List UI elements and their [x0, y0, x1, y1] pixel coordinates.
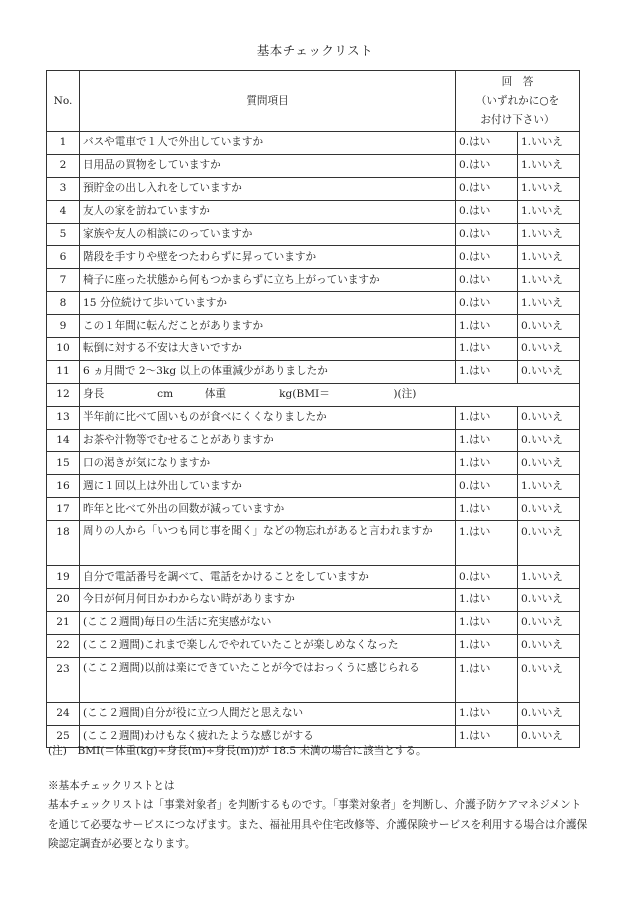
- answer-yes-option[interactable]: 0.はい: [456, 177, 518, 200]
- table-row: [47, 269, 580, 292]
- row-number: 8: [47, 292, 80, 315]
- table-row: [47, 200, 580, 223]
- row-number: 3: [47, 177, 80, 200]
- question-text: 友人の家を訪ねていますか: [80, 200, 456, 223]
- answer-no-option[interactable]: 0.いいえ: [518, 315, 580, 338]
- table-row: [47, 154, 580, 177]
- table-row: [47, 338, 580, 361]
- row-number: 16: [47, 475, 80, 498]
- row-number: 11: [47, 360, 80, 383]
- row-number: 25: [47, 725, 80, 748]
- table-row: [47, 406, 580, 429]
- answer-yes-option[interactable]: 0.はい: [456, 246, 518, 269]
- row-number: 5: [47, 223, 80, 246]
- table-row: [47, 315, 580, 338]
- answer-no-option[interactable]: 1.いいえ: [518, 269, 580, 292]
- row-number: 10: [47, 338, 80, 361]
- row-number: 18: [47, 521, 80, 566]
- answer-yes-option[interactable]: 1.はい: [456, 360, 518, 383]
- answer-yes-option[interactable]: 1.はい: [456, 406, 518, 429]
- table-row: [47, 132, 580, 155]
- question-text: 15 分位続けて歩いていますか: [80, 292, 456, 315]
- question-text: 日用品の買物をしていますか: [80, 154, 456, 177]
- table-row: [47, 702, 580, 725]
- answer-no-option[interactable]: 0.いいえ: [518, 452, 580, 475]
- row-number: 23: [47, 657, 80, 702]
- table-row: [47, 566, 580, 589]
- answer-no-option[interactable]: 1.いいえ: [518, 154, 580, 177]
- row-number: 13: [47, 406, 80, 429]
- table-row: [47, 177, 580, 200]
- answer-no-option[interactable]: 0.いいえ: [518, 406, 580, 429]
- row-number: 9: [47, 315, 80, 338]
- answer-yes-option[interactable]: 0.はい: [456, 223, 518, 246]
- question-text: 昨年と比べて外出の回数が減っていますか: [80, 498, 456, 521]
- row-number: 14: [47, 429, 80, 452]
- row-number: 15: [47, 452, 80, 475]
- table-row: [47, 634, 580, 657]
- bmi-note: (注) BMI(＝体重(kg)÷身長(m)÷身長(m))が 18.5 未満の場合に該当とする。: [48, 745, 427, 757]
- answer-yes-option[interactable]: 1.はい: [456, 521, 518, 566]
- answer-no-option[interactable]: 0.いいえ: [518, 338, 580, 361]
- answer-yes-option[interactable]: 0.はい: [456, 200, 518, 223]
- answer-no-option[interactable]: 0.いいえ: [518, 498, 580, 521]
- row-number: 4: [47, 200, 80, 223]
- answer-no-option[interactable]: 0.いいえ: [518, 702, 580, 725]
- page-title: 基本チェックリスト: [256, 43, 374, 58]
- answer-no-option[interactable]: 0.いいえ: [518, 589, 580, 612]
- question-text: 自分で電話番号を調べて、電話をかけることをしていますか: [80, 566, 456, 589]
- table-row: [47, 429, 580, 452]
- question-text: 預貯金の出し入れをしていますか: [80, 177, 456, 200]
- header-answer-instruction: （いずれかに○を: [475, 94, 560, 107]
- answer-yes-option[interactable]: 0.はい: [456, 154, 518, 177]
- answer-yes-option[interactable]: 1.はい: [456, 338, 518, 361]
- answer-yes-option[interactable]: 1.はい: [456, 498, 518, 521]
- question-text: 家族や友人の相談にのっていますか: [80, 223, 456, 246]
- table-row: [47, 475, 580, 498]
- answer-no-option[interactable]: 0.いいえ: [518, 429, 580, 452]
- header-question: 質問項目: [80, 71, 456, 132]
- table-row: [47, 223, 580, 246]
- header-answer-instruction-2: お付け下さい）: [480, 113, 555, 126]
- answer-yes-option[interactable]: 1.はい: [456, 634, 518, 657]
- question-text: 半年前に比べて固いものが食べにくくなりましたか: [80, 406, 456, 429]
- table-row: [47, 452, 580, 475]
- answer-no-option[interactable]: 1.いいえ: [518, 200, 580, 223]
- answer-yes-option[interactable]: 1.はい: [456, 702, 518, 725]
- table-row: [47, 246, 580, 269]
- row-number: 21: [47, 611, 80, 634]
- row-number: 24: [47, 702, 80, 725]
- answer-yes-option[interactable]: 1.はい: [456, 611, 518, 634]
- answer-no-option[interactable]: 1.いいえ: [518, 475, 580, 498]
- answer-no-option[interactable]: 1.いいえ: [518, 292, 580, 315]
- question-text: お茶や汁物等でむせることがありますか: [80, 429, 456, 452]
- question-text: 今日が何月何日かわからない時がありますか: [80, 589, 456, 612]
- question-text: 週に１回以上は外出していますか: [80, 475, 456, 498]
- answer-yes-option[interactable]: 0.はい: [456, 292, 518, 315]
- question-text: バスや電車で１人で外出していますか: [80, 132, 456, 155]
- checklist-table: [46, 70, 580, 748]
- header-no: No.: [47, 71, 80, 132]
- answer-yes-option[interactable]: 1.はい: [456, 452, 518, 475]
- row-number: 20: [47, 589, 80, 612]
- answer-yes-option[interactable]: 1.はい: [456, 315, 518, 338]
- header-answer: [456, 71, 580, 132]
- question-text: 口の渇きが気になりますか: [80, 452, 456, 475]
- answer-no-option[interactable]: 0.いいえ: [518, 725, 580, 748]
- table-row: [47, 611, 580, 634]
- answer-no-option[interactable]: 0.いいえ: [518, 360, 580, 383]
- answer-yes-option[interactable]: 0.はい: [456, 566, 518, 589]
- question-text: 階段を手すりや壁をつたわらずに昇っていますか: [80, 246, 456, 269]
- row-number: 19: [47, 566, 80, 589]
- checklist-body: [47, 132, 580, 748]
- row-number: 1: [47, 132, 80, 155]
- question-text: (ここ２週間)以前は楽にできていたことが今ではおっくうに感じられる: [80, 657, 456, 702]
- row-number: 12: [47, 383, 80, 406]
- table-row: [47, 657, 580, 702]
- answer-no-option[interactable]: 1.いいえ: [518, 246, 580, 269]
- answer-no-option[interactable]: 1.いいえ: [518, 177, 580, 200]
- question-text: 転倒に対する不安は大きいですか: [80, 338, 456, 361]
- question-text: (ここ２週間)わけもなく疲れたような感じがする: [80, 725, 456, 748]
- answer-yes-option[interactable]: 1.はい: [456, 657, 518, 702]
- table-row: [47, 589, 580, 612]
- row-number: 6: [47, 246, 80, 269]
- answer-no-option[interactable]: 1.いいえ: [518, 566, 580, 589]
- answer-yes-option[interactable]: 0.はい: [456, 132, 518, 155]
- table-row: [47, 383, 580, 406]
- answer-yes-option[interactable]: 0.はい: [456, 269, 518, 292]
- question-text: 6 ヵ月間で 2～3kg 以上の体重減少がありましたか: [80, 360, 456, 383]
- table-header-row: [47, 71, 580, 132]
- answer-yes-option[interactable]: 0.はい: [456, 475, 518, 498]
- question-text: (ここ２週間)自分が役に立つ人間だと思えない: [80, 702, 456, 725]
- answer-no-option[interactable]: 1.いいえ: [518, 223, 580, 246]
- row-number: 2: [47, 154, 80, 177]
- answer-yes-option[interactable]: 1.はい: [456, 589, 518, 612]
- answer-no-option[interactable]: 0.いいえ: [518, 611, 580, 634]
- row-number: 17: [47, 498, 80, 521]
- question-text: この１年間に転んだことがありますか: [80, 315, 456, 338]
- answer-no-option[interactable]: 1.いいえ: [518, 132, 580, 155]
- question-text: 椅子に座った状態から何もつかまらずに立ち上がっていますか: [80, 269, 456, 292]
- question-text: (ここ２週間)毎日の生活に充実感がない: [80, 611, 456, 634]
- answer-yes-option[interactable]: 1.はい: [456, 725, 518, 748]
- question-text: 周りの人から「いつも同じ事を聞く」などの物忘れがあると言われますか: [80, 521, 456, 566]
- table-row: [47, 498, 580, 521]
- about-heading: ※基本チェックリストとは: [48, 780, 175, 792]
- table-row: [47, 521, 580, 566]
- row-number: 22: [47, 634, 80, 657]
- answer-no-option[interactable]: 0.いいえ: [518, 521, 580, 566]
- answer-no-option[interactable]: 0.いいえ: [518, 634, 580, 657]
- question-text: 身長 cm 体重 kg(BMI＝ )(注): [80, 383, 580, 406]
- row-number: 7: [47, 269, 80, 292]
- table-row: [47, 292, 580, 315]
- about-body: 基本チェックリストは「事業対象者」を判断するものです。「事業対象者」を判断し、介護予防ケアマネジメントを通じて必要なサービスにつなげます。また、福祉用具や住宅改修等、介護保険サービスを利用する場合は介護保険認定調査が必要となります。: [48, 799, 588, 850]
- answer-no-option[interactable]: 0.いいえ: [518, 657, 580, 702]
- answer-yes-option[interactable]: 1.はい: [456, 429, 518, 452]
- table-row: [47, 360, 580, 383]
- question-text: (ここ２週間)これまで楽しんでやれていたことが楽しめなくなった: [80, 634, 456, 657]
- header-answer-title: 回 答: [501, 75, 534, 88]
